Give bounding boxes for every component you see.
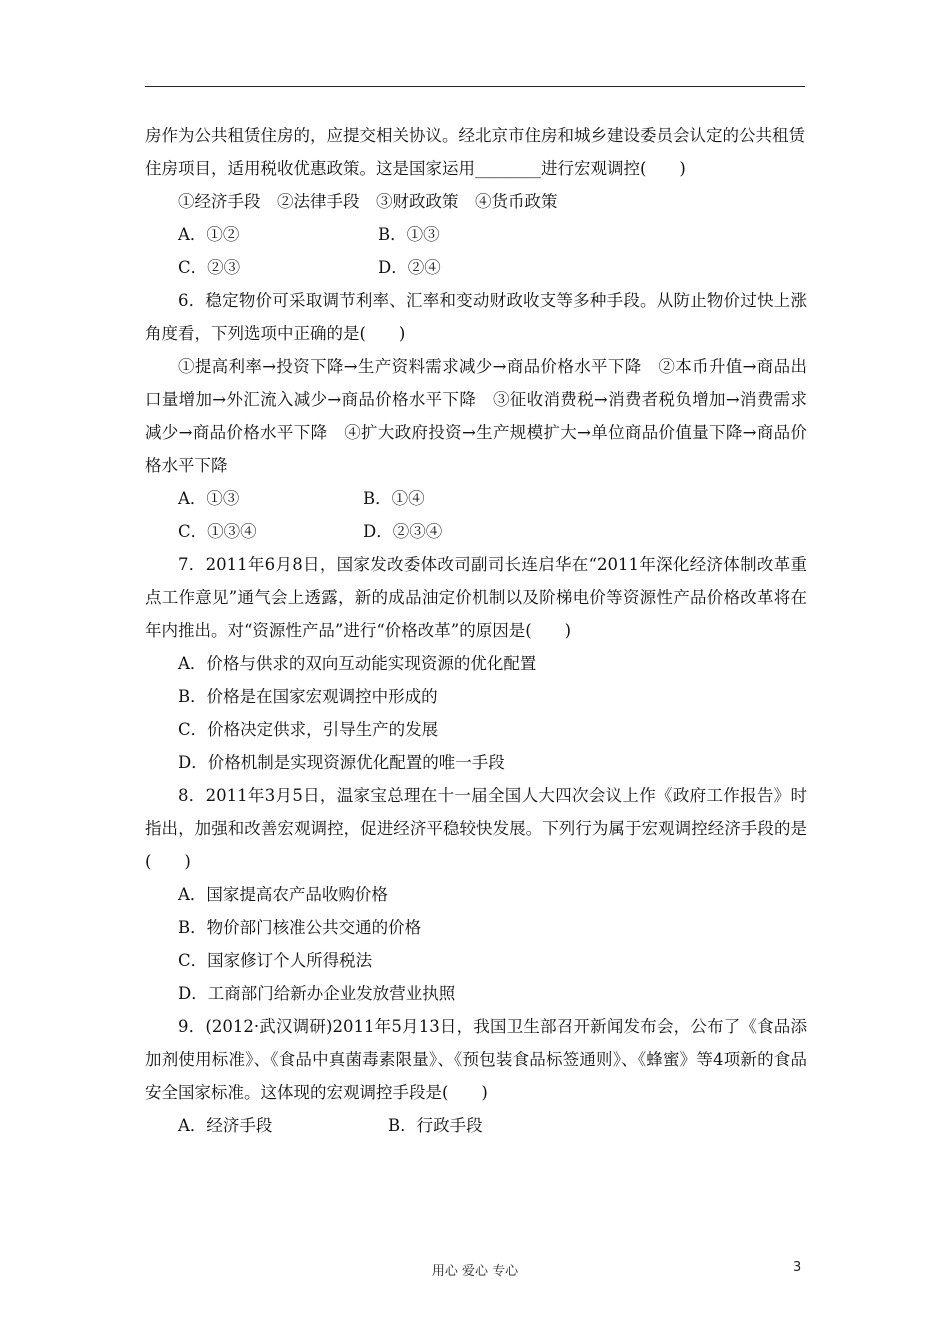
q5-options-row-2: [145, 251, 807, 284]
q7-stem: 7．2011年6月8日，国家发改委体改司副司长连启华在“2011年深化经济体制改革重点工作意见”通气会上透露，新的成品油定价机制以及阶梯电价等资源性产品价格改革将在年内推出。对“资源性产品”进行“价格改革”的原因是( ): [145, 555, 807, 640]
q9-option-b: B．行政手段: [388, 1116, 483, 1135]
q6-options-row-1: [145, 482, 807, 515]
q6-chains: ①提高利率→投资下降→生产资料需求减少→商品价格水平下降 ②本币升值→商品出口量增加→外汇流入减少→商品价格水平下降 ③征收消费税→消费者税负增加→消费需求减少→商品价格水平下降 ④扩大政府投资→生产规模扩大→单位商品价值量下降→商品价格水平下降: [145, 357, 807, 475]
q5-options-row-1: [145, 218, 807, 251]
page-content: [145, 119, 807, 1142]
footer-text: 用心 爱心 专心: [431, 1264, 519, 1279]
q8-option-d: D．工商部门给新办企业发放营业执照: [178, 984, 456, 1003]
q7-option-c: C．价格决定供求，引导生产的发展: [178, 720, 439, 739]
q7-option-a: A．价格与供求的双向互动能实现资源的优化配置: [178, 654, 537, 673]
q7-option-b: B．价格是在国家宏观调控中形成的: [178, 687, 438, 706]
q8-option-b: B．物价部门核准公共交通的价格: [178, 918, 422, 937]
q5-option-d: D．②④: [378, 258, 441, 277]
q8-stem: 8．2011年3月5日，温家宝总理在十一届全国人大四次会议上作《政府工作报告》时指出，加强和改善宏观调控，促进经济平稳较快发展。下列行为属于宏观调控经济手段的是( ): [145, 786, 807, 871]
q8-option-a: A．国家提高农产品收购价格: [178, 885, 388, 904]
q6-option-d: D．②③④: [363, 522, 443, 541]
q6-option-c: C．①③④: [178, 522, 257, 541]
q5-option-c: C．②③: [178, 258, 241, 277]
q7-option-d: D．价格机制是实现资源优化配置的唯一手段: [178, 753, 505, 772]
q6-option-b: B．①④: [363, 489, 425, 508]
q9-option-a: A．经济手段: [178, 1116, 273, 1135]
q6-stem: 6．稳定物价可采取调节利率、汇率和变动财政收支等多种手段。从防止物价过快上涨角度看，下列选项中正确的是( ): [145, 291, 807, 343]
q5-line-1: 房作为公共租赁住房的，应提交相关协议。经北京市住房和城乡建设委员会认定的公共租赁: [145, 126, 805, 145]
q9-stem: 9．(2012·武汉调研)2011年5月13日，我国卫生部召开新闻发布会，公布了《食品添加剂使用标准》、《食品中真菌毒素限量》、《预包装食品标签通则》、《蜂蜜》等4项新的食品安全国家标准。这体现的宏观调控手段是( ): [145, 1017, 807, 1102]
q6-option-a: A．①③: [178, 489, 240, 508]
q5-line-2: 住房项目，适用税收优惠政策。这是国家运用________进行宏观调控( ): [145, 159, 686, 178]
q9-options-row-1: [145, 1109, 807, 1142]
header-rule: [145, 86, 805, 87]
q5-items: ①经济手段 ②法律手段 ③财政政策 ④货币政策: [178, 192, 558, 211]
page-number: 3: [793, 1260, 802, 1275]
q5-option-b: B．①③: [378, 225, 440, 244]
q5-option-a: A．①②: [178, 225, 240, 244]
q8-option-c: C．国家修订个人所得税法: [178, 951, 373, 970]
q6-options-row-2: [145, 515, 807, 548]
